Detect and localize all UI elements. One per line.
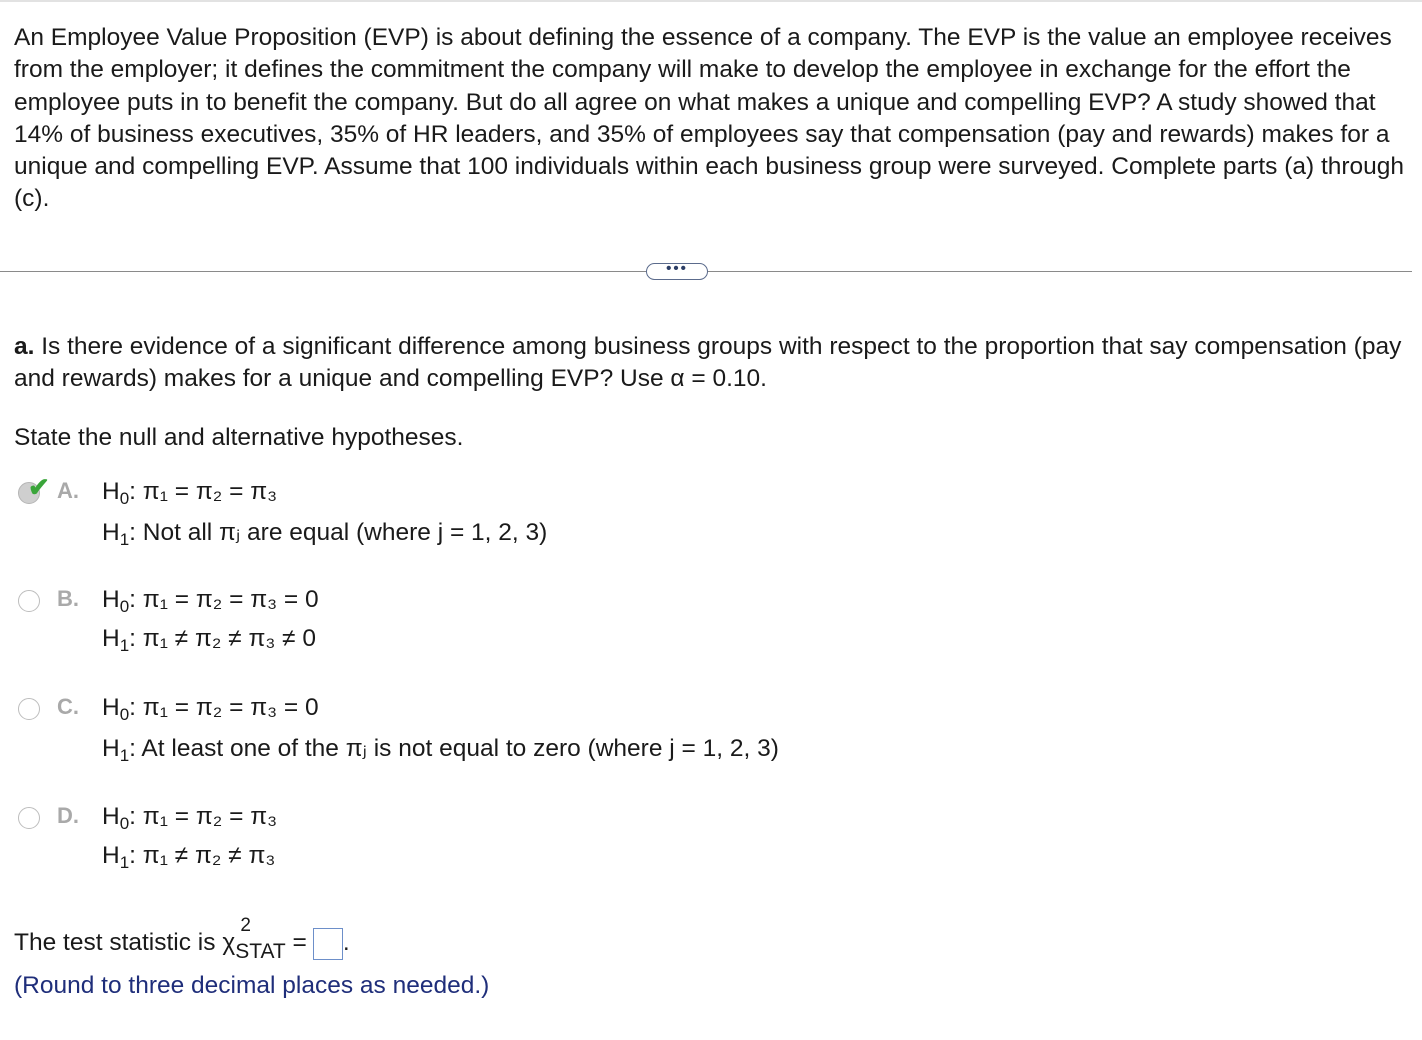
null-hypothesis: $H_0$: π₁ = π₂ = π₃ (102, 803, 278, 833)
option-letter: D. (57, 803, 79, 828)
problem-statement: An Employee Value Proposition (EVP) is about defining the essence of a company. The EVP is the value an employee receives from the employer; it defines the commitment the company will make to develop the employee in exchange for the effort the employee puts in to benefit the company. But do all agree on what makes a unique and compelling EVP? A study showed that 14% of business executives, 35% of HR leaders, and 35% of employees say that compensation (pay and rewards) makes for a unique and compelling EVP. Assume that 100 individuals within each business group were surveyed. Complete parts (a) through (c). (14, 24, 1405, 213)
part-label: a. (14, 333, 35, 360)
radio-option-b[interactable] (18, 590, 40, 612)
part-a-question (14, 331, 1409, 396)
part-a-text: Is there evidence of a significant difference among business groups with respect to the proportion that say compensation (pay and rewards) makes for a unique and compelling EVP? Use α = 0.10. (14, 333, 1402, 393)
alternative-hypothesis: $H_1$: At least one of the πⱼ is not equal to zero (where j = 1, 2, 3) (102, 735, 779, 765)
top-border (0, 0, 1422, 2)
chi-square-symbol: χ 2 STAT (222, 915, 286, 963)
alternative-hypothesis: $H_1$: Not all πⱼ are equal (where j = 1, 2, 3) (102, 519, 548, 549)
radio-option-d[interactable] (18, 807, 40, 829)
ellipsis-icon: ••• (666, 260, 688, 277)
radio-option-c[interactable] (18, 698, 40, 720)
option-letter: C. (57, 694, 79, 719)
checkmark-icon: ✔ (28, 472, 50, 502)
alternative-hypothesis: $H_1$: π₁ ≠ π₂ ≠ π₃ (102, 842, 276, 872)
rounding-hint: (Round to three decimal places as needed.) (14, 972, 490, 999)
instruction-text: State the null and alternative hypotheses. (14, 424, 464, 451)
null-hypothesis: $H_0$: π₁ = π₂ = π₃ = 0 (102, 586, 319, 616)
option-letter: A. (57, 478, 79, 503)
null-hypothesis: $H_0$: π₁ = π₂ = π₃ (102, 478, 278, 508)
alternative-hypothesis: $H_1$: π₁ ≠ π₂ ≠ π₃ ≠ 0 (102, 625, 317, 655)
option-letter: B. (57, 586, 79, 611)
test-statistic-input[interactable] (313, 928, 343, 960)
test-statistic-line: The test statistic is χ 2 STAT = . (14, 915, 350, 963)
show-more-button[interactable] (646, 260, 708, 280)
null-hypothesis: $H_0$: π₁ = π₂ = π₃ = 0 (102, 694, 319, 724)
